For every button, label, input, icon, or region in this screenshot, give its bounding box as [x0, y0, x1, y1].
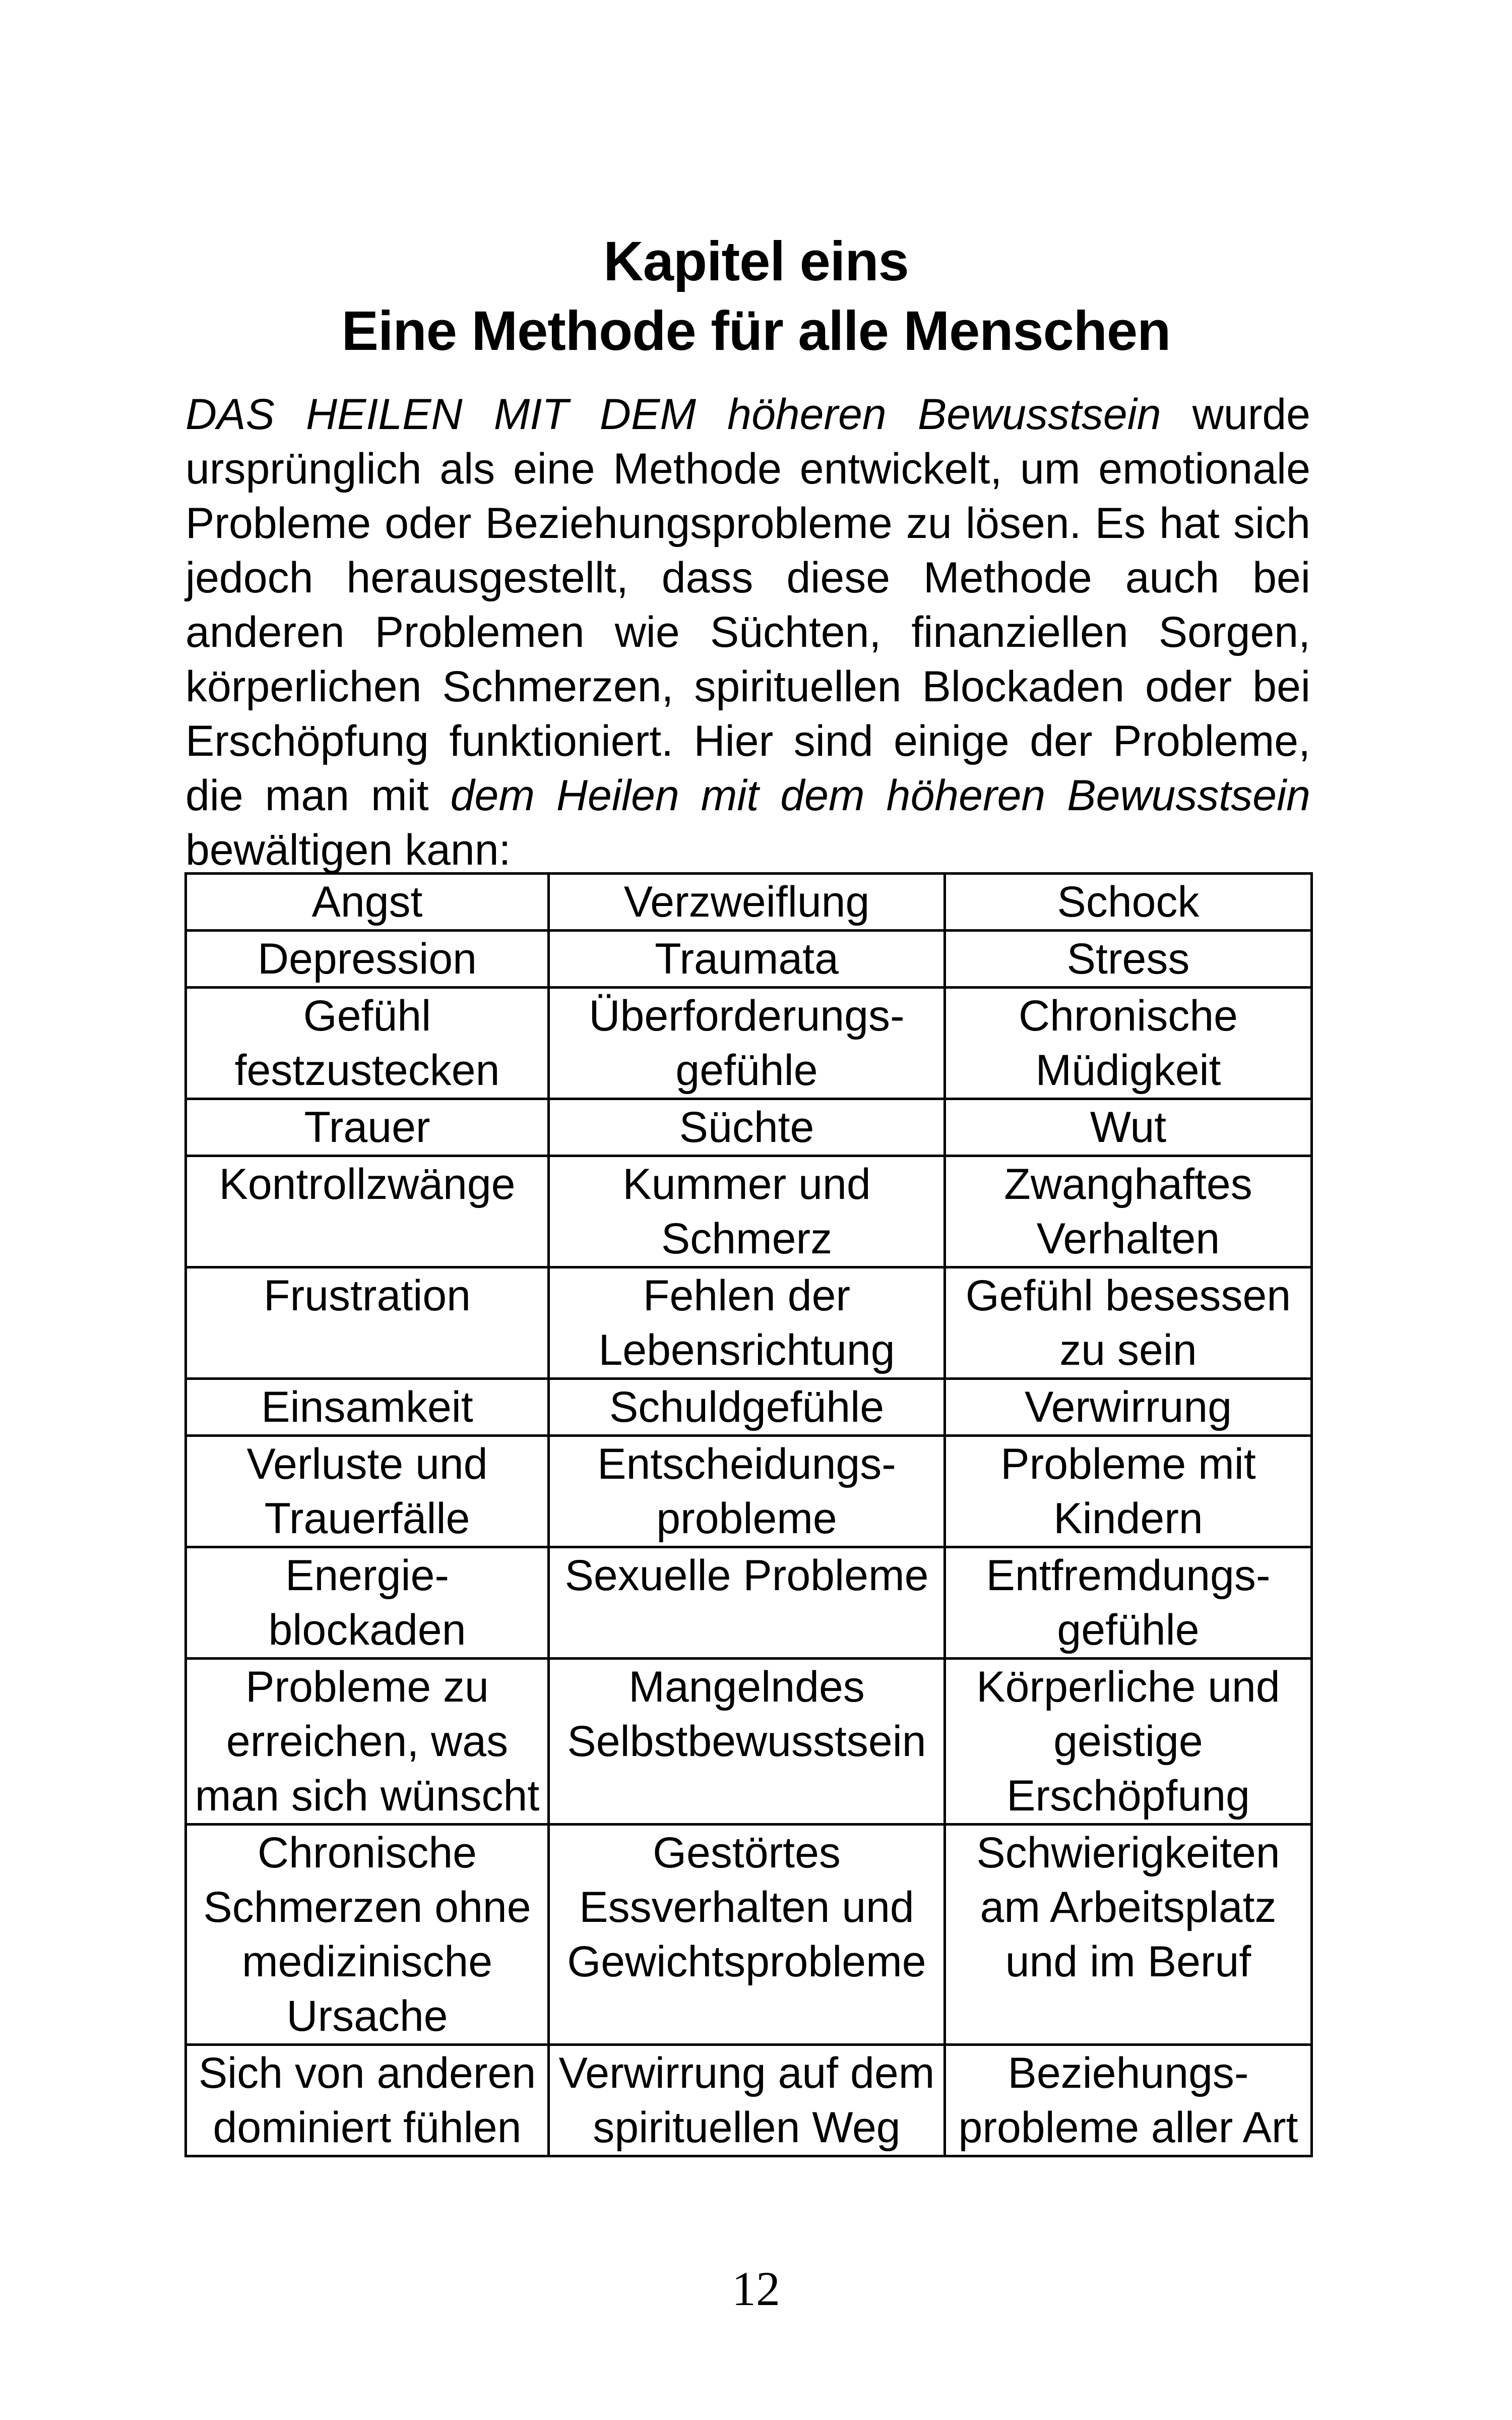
- table-cell: Sich von anderen dominiert fühlen: [186, 2045, 549, 2156]
- table-cell: Depression: [186, 931, 549, 988]
- table-row: [186, 1099, 1312, 1156]
- table-cell: Chronische Schmerzen ohne medizinische Ursache: [186, 1825, 549, 2045]
- table-cell: Entfremdungs-gefühle: [945, 1547, 1312, 1659]
- table-cell: Angst: [186, 874, 549, 931]
- table-cell: Einsamkeit: [186, 1379, 549, 1436]
- table-cell: Probleme zu erreichen, was man sich wünscht: [186, 1659, 549, 1825]
- table-cell: Gefühl besessen zu sein: [945, 1267, 1312, 1379]
- table-cell: Kummer und Schmerz: [549, 1156, 945, 1267]
- table-cell: Sexuelle Probleme: [549, 1547, 945, 1659]
- problems-table: [184, 872, 1313, 2157]
- table-cell: Körperliche und geistige Erschöpfung: [945, 1659, 1312, 1825]
- table-row: [186, 988, 1312, 1099]
- table-cell: Gestörtes Essverhalten und Gewichtsprobleme: [549, 1825, 945, 2045]
- table-row: [186, 874, 1312, 931]
- chapter-label: Kapitel eins: [603, 230, 909, 292]
- table-cell: Schock: [945, 874, 1312, 931]
- table-cell: Wut: [945, 1099, 1312, 1156]
- table-cell: Energie-blockaden: [186, 1547, 549, 1659]
- table-cell: Gefühl festzustecken: [186, 988, 549, 1099]
- table-cell: Verwirrung auf dem spirituellen Weg: [549, 2045, 945, 2156]
- table-cell: Verluste und Trauerfälle: [186, 1436, 549, 1547]
- table-row: [186, 931, 1312, 988]
- table-cell: Schwierigkeiten am Arbeitsplatz und im Beruf: [945, 1825, 1312, 2045]
- chapter-title: Eine Methode für alle Menschen: [341, 300, 1171, 362]
- table-cell: Traumata: [549, 931, 945, 988]
- table-cell: Kontrollzwänge: [186, 1156, 549, 1267]
- table-row: [186, 1267, 1312, 1379]
- table-row: [186, 1156, 1312, 1267]
- intro-method-italic: dem Heilen mit dem höheren Bewusstsein: [450, 771, 1310, 820]
- table-cell: Entscheidungs-probleme: [549, 1436, 945, 1547]
- table-cell: Schuldgefühle: [549, 1379, 945, 1436]
- table-row: [186, 1436, 1312, 1547]
- problems-table-body: [186, 874, 1312, 2156]
- page-number: 12: [732, 2262, 780, 2316]
- intro-paragraph: [185, 387, 1310, 877]
- chapter-heading: [0, 227, 1512, 366]
- table-cell: Chronische Müdigkeit: [945, 988, 1312, 1099]
- intro-body-text: wurde ursprünglich als eine Methode entwickelt, um emotionale Probleme oder Beziehungsprobleme zu lösen. Es hat sich jedoch herausgestellt, dass diese Methode auch bei anderen Problemen wie Süchten, finanziellen Sorgen, körperlichen Schmerzen, spirituellen Blockaden oder bei Erschöpfung funktioniert. Hier sind einige der Probleme, die man mit: [185, 390, 1310, 820]
- table-cell: Beziehungs-probleme aller Art: [945, 2045, 1312, 2156]
- table-cell: Probleme mit Kindern: [945, 1436, 1312, 1547]
- table-cell: Mangelndes Selbstbewusstsein: [549, 1659, 945, 1825]
- table-row: [186, 2045, 1312, 2156]
- intro-closing-text: bewältigen kann:: [185, 826, 511, 874]
- intro-lead-italic: DAS HEILEN MIT DEM höheren Bewusstsein: [185, 390, 1161, 439]
- table-row: [186, 1825, 1312, 2045]
- table-row: [186, 1379, 1312, 1436]
- table-row: [186, 1547, 1312, 1659]
- table-cell: Überforderungs-gefühle: [549, 988, 945, 1099]
- table-cell: Verzweiflung: [549, 874, 945, 931]
- table-cell: Fehlen der Lebensrichtung: [549, 1267, 945, 1379]
- table-cell: Verwirrung: [945, 1379, 1312, 1436]
- table-cell: Zwanghaftes Verhalten: [945, 1156, 1312, 1267]
- table-cell: Trauer: [186, 1099, 549, 1156]
- table-cell: Süchte: [549, 1099, 945, 1156]
- table-row: [186, 1659, 1312, 1825]
- table-cell: Frustration: [186, 1267, 549, 1379]
- table-cell: Stress: [945, 931, 1312, 988]
